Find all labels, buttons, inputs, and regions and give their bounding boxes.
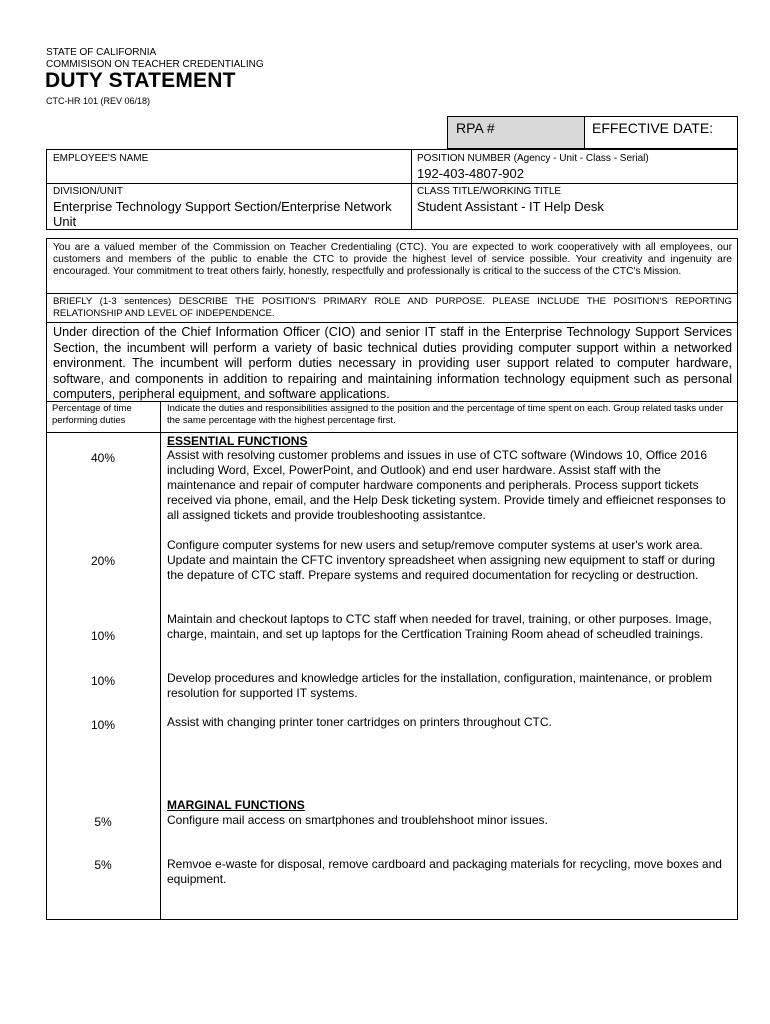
intro-text: You are a valued member of the Commission on Teacher Credentialing (CTC). You are expected to work cooperatively with all employees, our customers and members of the public to enable the CTC to provide the highest level of service possible. Your creativity and ingenuity are encouraged. Your commitment to treat others fairly, honestly, respectfully and professionally is critical to the success of the CTC's Mission.: [53, 242, 732, 277]
duty-text[interactable]: Assist with changing printer toner cartridges on printers throughout CTC.: [167, 715, 552, 729]
essential-functions-heading: ESSENTIAL FUNCTIONS: [167, 434, 308, 448]
position-number-value: 192-403-4807-902: [417, 166, 524, 181]
essential-functions-title: [167, 434, 732, 449]
employee-name-field[interactable]: [47, 150, 411, 183]
position-number-field[interactable]: [412, 150, 737, 183]
duty-percent: 10%: [90, 718, 116, 732]
duty-percent: 5%: [94, 815, 112, 829]
duty-percent: 10%: [90, 674, 116, 688]
marginal-functions-heading: MARGINAL FUNCTIONS: [167, 798, 305, 812]
role-instruction: BRIEFLY (1-3 sentences) DESCRIBE THE POSITION'S PRIMARY ROLE AND PURPOSE. PLEASE INCLUDE THE POSITION'S REPORTING RELATIONSHIP AND LEVEL OF INDEPENDENCE.: [53, 296, 732, 319]
effective-date-label: EFFECTIVE DATE:: [592, 120, 714, 136]
form-id: CTC-HR 101 (REV 06/18): [46, 96, 151, 106]
division-value: Enterprise Technology Support Section/Enterprise Network Unit: [53, 199, 392, 229]
percentage-header-label: Percentage of time performing duties: [52, 403, 132, 426]
marginal-functions-title: [167, 798, 732, 813]
duty-text[interactable]: Maintain and checkout laptops to CTC staff when needed for travel, training, or other purposes. Image, charge, maintain, and set up laptops for the Certfication Training Room ahead of scheudled trainings.: [167, 612, 712, 641]
role-description[interactable]: Under direction of the Chief Information Officer (CIO) and senior IT staff in the Enterprise Technology Support Services Section, the incumbent will perform a variety of basic technical duties providing computer support within a networked environment. The incumbent will perform duties necessary in providing user support related to computer hardware, software, and components in addition to repairing and maintaining information technology equipment such as personal computers, peripheral equipment, and software applications.: [53, 325, 732, 401]
duty-text[interactable]: Configure computer systems for new users and setup/remove computer systems at user's work area. Update and maintain the CFTC inventory spreadsheet when assigning new equipment to staff or during the depature of CTC staff. Prepare systems and required documentation for recycling or destruction.: [167, 538, 716, 582]
percentage-header: [47, 402, 160, 432]
division-field[interactable]: [47, 184, 411, 229]
duty-percent: 10%: [90, 629, 116, 643]
commission-label: COMMISISON ON TEACHER CREDENTIALING: [46, 59, 264, 70]
state-label: STATE OF CALIFORNIA: [46, 47, 157, 58]
duty-text[interactable]: Remvoe e-waste for disposal, remove cardboard and packaging materials for recycling, move boxes and equipment.: [167, 857, 722, 886]
employee-name-label: EMPLOYEE'S NAME: [53, 153, 149, 164]
rpa-box: [447, 116, 738, 149]
duty-text[interactable]: Assist with resolving customer problems and issues in use of CTC software (Windows 10, Office 2016 including Word, Excel, PowerPoint, and Outlook) and end user hardware. Assist staff with the maintenance and repair of computer hardware components and peripherals. Process support tickets received via phone, email, and the Help Desk ticketing system. Provide timely and effieicnet responses to all assigned tickets and provide troubleshooting assistantce.: [167, 448, 726, 522]
class-title-field[interactable]: [412, 184, 737, 229]
duty-percent: 20%: [90, 554, 116, 568]
duty-text[interactable]: Develop procedures and knowledge articles for the installation, configuration, maintenance, or problem resolution for supported IT systems.: [167, 671, 712, 700]
division-label: DIVISION/UNIT: [53, 186, 124, 197]
position-number-label: POSITION NUMBER (Agency - Unit - Class - Serial): [417, 153, 649, 164]
rpa-label: RPA #: [456, 120, 495, 136]
employee-info-grid: [46, 149, 738, 230]
duty-text[interactable]: Configure mail access on smartphones and troublehshoot minor issues.: [167, 813, 548, 827]
class-title-label: CLASS TITLE/WORKING TITLE: [417, 186, 562, 197]
document-title: DUTY STATEMENT: [45, 69, 236, 92]
duties-header-instruction: Indicate the duties and responsibilities assigned to the position and the percentage of time spent on each. Group related tasks under the same percentage with the highest percentage first.: [167, 403, 724, 426]
duty-percent: 5%: [94, 858, 112, 872]
class-title-value: Student Assistant - IT Help Desk: [417, 199, 604, 214]
rpa-field[interactable]: [448, 117, 585, 148]
duty-percent: 40%: [90, 451, 116, 465]
